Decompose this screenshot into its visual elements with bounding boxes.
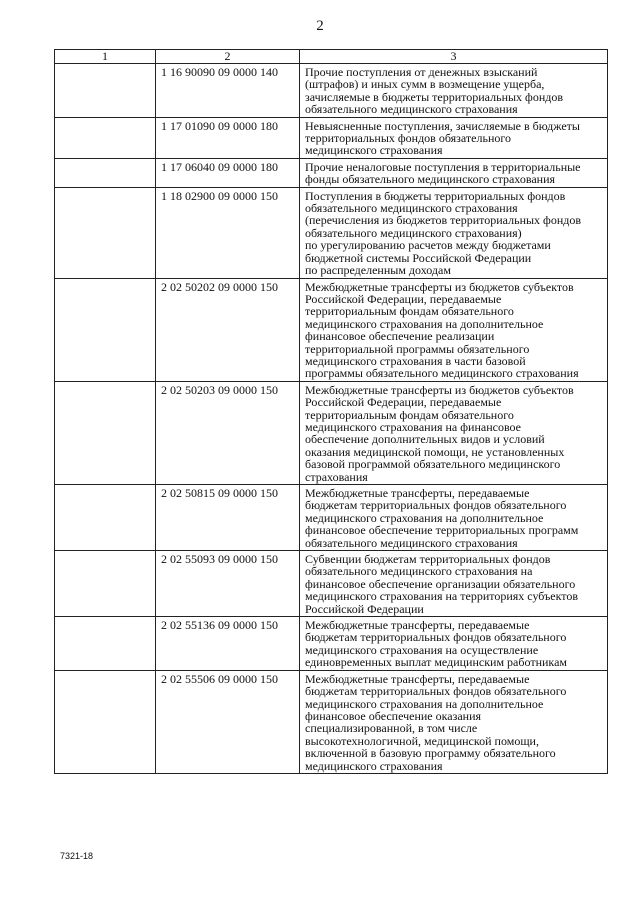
description-line: Невыясненные поступления, зачисляемые в бюджеты bbox=[305, 118, 580, 133]
revenue-description bbox=[300, 158, 608, 187]
revenue-code: 2 02 50203 09 0000 150 bbox=[156, 381, 300, 484]
description-line: территориальных фондов обязательного bbox=[305, 131, 512, 146]
table-row bbox=[55, 158, 608, 187]
empty-cell bbox=[55, 117, 156, 158]
table-row bbox=[55, 551, 608, 617]
description-line: территориальной программы обязательного bbox=[305, 341, 530, 356]
table-row bbox=[55, 617, 608, 671]
description-line: Поступления в бюджеты территориальных фондов bbox=[305, 188, 566, 203]
table-row bbox=[55, 381, 608, 484]
description-line: Межбюджетные трансферты, передаваемые bbox=[305, 671, 530, 686]
description-line: медицинского страхования на дополнительное bbox=[305, 510, 544, 525]
table-body bbox=[55, 64, 608, 774]
revenue-description bbox=[300, 187, 608, 278]
revenue-description bbox=[300, 117, 608, 158]
empty-cell bbox=[55, 617, 156, 671]
description-line: Субвенции бюджетам территориальных фондов bbox=[305, 552, 551, 567]
description-line: обязательного медицинского страхования) bbox=[305, 225, 522, 240]
revenue-description bbox=[300, 551, 608, 617]
description-line: по урегулированию расчетов между бюджетами bbox=[305, 238, 551, 253]
description-line: высокотехнологичной, медицинской помощи, bbox=[305, 733, 539, 748]
document-number: 7321-18 bbox=[60, 851, 94, 861]
description-line: медицинского страхования bbox=[305, 758, 443, 773]
description-line: обязательного медицинского страхования bbox=[305, 201, 518, 216]
description-line: базовой программой обязательного медицинского bbox=[305, 457, 561, 472]
empty-cell bbox=[55, 485, 156, 551]
description-line: медицинского страхования в части базовой bbox=[305, 353, 526, 368]
table-row bbox=[55, 485, 608, 551]
description-line: специализированной, в том числе bbox=[305, 721, 478, 736]
description-line: бюджетам территориальных фондов обязательного bbox=[305, 498, 567, 513]
revenue-code: 2 02 55506 09 0000 150 bbox=[156, 670, 300, 773]
description-line: Межбюджетные трансферты, передаваемые bbox=[305, 486, 530, 500]
empty-cell bbox=[55, 158, 156, 187]
description-line: медицинского страхования на дополнительное bbox=[305, 696, 544, 711]
description-line: Российской Федерации, передаваемые bbox=[305, 291, 502, 306]
description-line: Российской Федерации bbox=[305, 601, 424, 616]
description-line: обязательного медицинского страхования bbox=[305, 535, 518, 550]
revenue-description bbox=[300, 485, 608, 551]
column-header-3: 3 bbox=[300, 50, 608, 64]
revenue-description bbox=[300, 278, 608, 381]
description-line: обязательного медицинского страхования на bbox=[305, 564, 533, 579]
description-line: финансовое обеспечение организации обязательного bbox=[305, 576, 576, 591]
table-row bbox=[55, 64, 608, 118]
description-line: (штрафов) и иных сумм в возмещение ущерба, bbox=[305, 77, 545, 92]
revenue-description bbox=[300, 381, 608, 484]
description-line: финансовое обеспечение оказания bbox=[305, 708, 482, 723]
empty-cell bbox=[55, 551, 156, 617]
description-line: оказания медицинской помощи, не установленных bbox=[305, 444, 565, 459]
description-line: медицинского страхования bbox=[305, 143, 443, 158]
description-line: медицинского страхования на территориях субъектов bbox=[305, 589, 579, 604]
empty-cell bbox=[55, 670, 156, 773]
revenue-code: 1 17 06040 09 0000 180 bbox=[156, 158, 300, 187]
table-header-row bbox=[55, 50, 608, 64]
description-line: Межбюджетные трансферты из бюджетов субъектов bbox=[305, 382, 574, 397]
revenue-code: 2 02 55136 09 0000 150 bbox=[156, 617, 300, 671]
revenue-code: 2 02 50815 09 0000 150 bbox=[156, 485, 300, 551]
description-line: Межбюджетные трансферты, передаваемые bbox=[305, 618, 530, 633]
empty-cell bbox=[55, 187, 156, 278]
description-line: медицинского страхования на финансовое bbox=[305, 419, 522, 434]
description-line: финансовое обеспечение территориальных программ bbox=[305, 523, 579, 538]
description-line: финансовое обеспечение реализации bbox=[305, 329, 495, 344]
table-row bbox=[55, 670, 608, 773]
description-line: единовременных выплат медицинским работникам bbox=[305, 655, 567, 670]
revenue-code: 1 18 02900 09 0000 150 bbox=[156, 187, 300, 278]
empty-cell bbox=[55, 381, 156, 484]
empty-cell bbox=[55, 64, 156, 118]
revenue-description bbox=[300, 670, 608, 773]
description-line: бюджетам территориальных фондов обязательного bbox=[305, 684, 567, 699]
page-number: 2 bbox=[316, 18, 324, 34]
column-header-1: 1 bbox=[55, 50, 156, 64]
empty-cell bbox=[55, 278, 156, 381]
description-line: Прочие неналоговые поступления в территориальные bbox=[305, 159, 581, 174]
description-line: включенной в базовую программу обязательного bbox=[305, 746, 556, 761]
description-line: обязательного медицинского страхования bbox=[305, 102, 518, 117]
description-line: (перечисления из бюджетов территориальных фондов bbox=[305, 213, 582, 228]
revenue-code: 2 02 50202 09 0000 150 bbox=[156, 278, 300, 381]
description-line: фонды обязательного медицинского страхования bbox=[305, 172, 556, 187]
description-line: территориальным фондам обязательного bbox=[305, 304, 514, 319]
revenue-codes-table bbox=[54, 49, 608, 774]
description-line: бюджетной системы Российской Федерации bbox=[305, 250, 532, 265]
description-line: страхования bbox=[305, 469, 368, 484]
description-line: бюджетам территориальных фондов обязательного bbox=[305, 630, 567, 645]
description-line: Российской Федерации, передаваемые bbox=[305, 395, 502, 410]
table-row bbox=[55, 187, 608, 278]
description-line: медицинского страхования на осуществление bbox=[305, 642, 539, 657]
revenue-code: 2 02 55093 09 0000 150 bbox=[156, 551, 300, 617]
description-line: по распределенным доходам bbox=[305, 263, 451, 278]
description-line: программы обязательного медицинского страхования bbox=[305, 366, 579, 381]
description-line: обеспечение дополнительных видов и условий bbox=[305, 432, 545, 447]
table-row bbox=[55, 117, 608, 158]
table-row bbox=[55, 278, 608, 381]
revenue-code: 1 17 01090 09 0000 180 bbox=[156, 117, 300, 158]
revenue-description bbox=[300, 617, 608, 671]
column-header-2: 2 bbox=[156, 50, 300, 64]
revenue-code: 1 16 90090 09 0000 140 bbox=[156, 64, 300, 118]
description-line: медицинского страхования на дополнительное bbox=[305, 316, 544, 331]
revenue-description bbox=[300, 64, 608, 118]
description-line: территориальным фондам обязательного bbox=[305, 407, 514, 422]
description-line: Межбюджетные трансферты из бюджетов субъектов bbox=[305, 279, 574, 294]
description-line: зачисляемые в бюджеты территориальных фондов bbox=[305, 89, 564, 104]
description-line: Прочие поступления от денежных взысканий bbox=[305, 65, 538, 79]
